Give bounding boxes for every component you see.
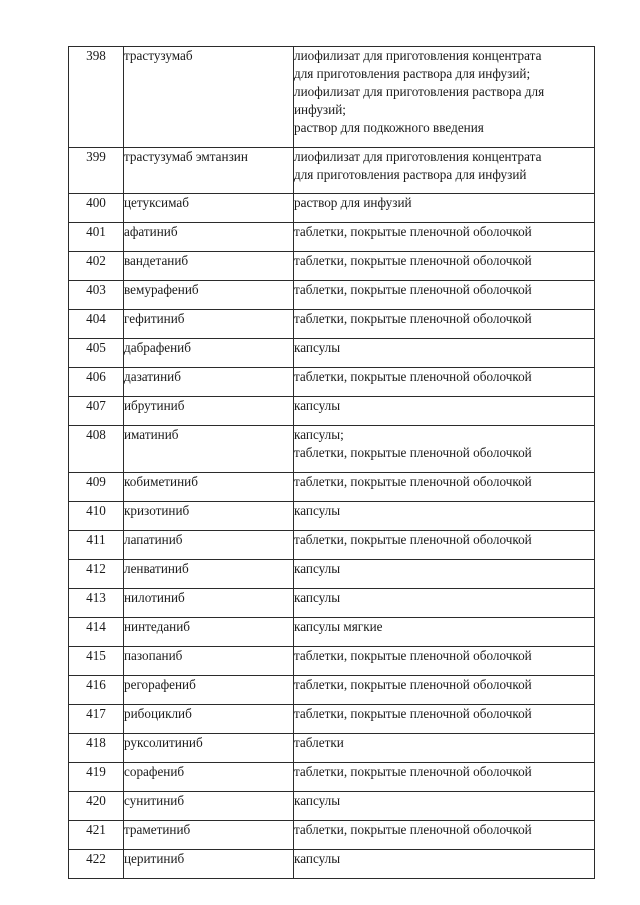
dosage-form-line: раствор для инфузий: [294, 195, 412, 210]
table-body: [69, 47, 595, 879]
dosage-form-line: лиофилизат для приготовления концентрата: [294, 48, 542, 63]
drug-name: нилотиниб: [124, 589, 294, 618]
row-number: 413: [69, 589, 124, 618]
dosage-form-line: таблетки, покрытые пленочной оболочкой: [294, 822, 532, 837]
row-number: 405: [69, 339, 124, 368]
row-number: 421: [69, 821, 124, 850]
drug-name: пазопаниб: [124, 647, 294, 676]
dosage-form-line: таблетки, покрытые пленочной оболочкой: [294, 677, 532, 692]
row-number: 417: [69, 705, 124, 734]
drug-name: кобиметиниб: [124, 473, 294, 502]
table-row: [69, 502, 595, 531]
dosage-form-cell: [294, 426, 595, 473]
drug-name: церитиниб: [124, 850, 294, 879]
dosage-form-line: раствор для подкожного введения: [294, 120, 484, 135]
row-number: 408: [69, 426, 124, 473]
table-row: [69, 763, 595, 792]
dosage-form-cell: [294, 397, 595, 426]
row-number: 411: [69, 531, 124, 560]
row-number: 419: [69, 763, 124, 792]
dosage-form-cell: [294, 734, 595, 763]
row-number: 407: [69, 397, 124, 426]
table-row: [69, 734, 595, 763]
dosage-form-line: лиофилизат для приготовления концентрата: [294, 149, 542, 164]
dosage-form-line: таблетки, покрытые пленочной оболочкой: [294, 282, 532, 297]
dosage-form-line: капсулы мягкие: [294, 619, 383, 634]
drug-name: лапатиниб: [124, 531, 294, 560]
row-number: 403: [69, 281, 124, 310]
table-row: [69, 647, 595, 676]
medication-table: [68, 46, 595, 879]
row-number: 409: [69, 473, 124, 502]
drug-name: ибрутиниб: [124, 397, 294, 426]
table-row: [69, 426, 595, 473]
dosage-form-cell: [294, 676, 595, 705]
drug-name: вемурафениб: [124, 281, 294, 310]
dosage-form-line: таблетки, покрытые пленочной оболочкой: [294, 648, 532, 663]
row-number: 420: [69, 792, 124, 821]
drug-name: трастузумаб эмтанзин: [124, 148, 294, 194]
dosage-form-line: лиофилизат для приготовления раствора для: [294, 84, 545, 99]
table-row: [69, 281, 595, 310]
dosage-form-line: капсулы: [294, 851, 341, 866]
dosage-form-cell: [294, 763, 595, 792]
dosage-form-line: капсулы: [294, 793, 341, 808]
dosage-form-cell: [294, 821, 595, 850]
dosage-form-line: капсулы: [294, 340, 341, 355]
row-number: 402: [69, 252, 124, 281]
dosage-form-line: таблетки, покрытые пленочной оболочкой: [294, 706, 532, 721]
drug-name: цетуксимаб: [124, 194, 294, 223]
drug-name: руксолитиниб: [124, 734, 294, 763]
dosage-form-cell: [294, 560, 595, 589]
dosage-form-cell: [294, 473, 595, 502]
row-number: 410: [69, 502, 124, 531]
table-row: [69, 850, 595, 879]
table-row: [69, 339, 595, 368]
table-row: [69, 47, 595, 148]
drug-name: ленватиниб: [124, 560, 294, 589]
drug-name: нинтеданиб: [124, 618, 294, 647]
dosage-form-line: для приготовления раствора для инфузий: [294, 167, 527, 182]
dosage-form-cell: [294, 47, 595, 148]
row-number: 406: [69, 368, 124, 397]
drug-name: траметиниб: [124, 821, 294, 850]
dosage-form-cell: [294, 850, 595, 879]
row-number: 400: [69, 194, 124, 223]
dosage-form-cell: [294, 148, 595, 194]
dosage-form-cell: [294, 531, 595, 560]
drug-name: сунитиниб: [124, 792, 294, 821]
dosage-form-line: капсулы: [294, 398, 341, 413]
dosage-form-line: капсулы;: [294, 427, 344, 442]
table-row: [69, 792, 595, 821]
dosage-form-cell: [294, 339, 595, 368]
row-number: 414: [69, 618, 124, 647]
dosage-form-line: таблетки, покрытые пленочной оболочкой: [294, 474, 532, 489]
drug-name: гефитиниб: [124, 310, 294, 339]
drug-name: сорафениб: [124, 763, 294, 792]
table-row: [69, 194, 595, 223]
dosage-form-line: таблетки, покрытые пленочной оболочкой: [294, 253, 532, 268]
table-row: [69, 589, 595, 618]
row-number: 399: [69, 148, 124, 194]
table-row: [69, 368, 595, 397]
dosage-form-cell: [294, 589, 595, 618]
dosage-form-line: таблетки, покрытые пленочной оболочкой: [294, 764, 532, 779]
dosage-form-cell: [294, 223, 595, 252]
row-number: 415: [69, 647, 124, 676]
row-number: 418: [69, 734, 124, 763]
dosage-form-line: таблетки, покрытые пленочной оболочкой: [294, 311, 532, 326]
dosage-form-cell: [294, 705, 595, 734]
dosage-form-cell: [294, 502, 595, 531]
dosage-form-line: капсулы: [294, 561, 341, 576]
dosage-form-line: таблетки: [294, 735, 344, 750]
drug-name: афатиниб: [124, 223, 294, 252]
drug-name: вандетаниб: [124, 252, 294, 281]
dosage-form-line: таблетки, покрытые пленочной оболочкой: [294, 532, 532, 547]
drug-name: дазатиниб: [124, 368, 294, 397]
table-row: [69, 252, 595, 281]
dosage-form-line: инфузий;: [294, 102, 346, 117]
dosage-form-line: капсулы: [294, 503, 341, 518]
table-row: [69, 821, 595, 850]
dosage-form-line: таблетки, покрытые пленочной оболочкой: [294, 445, 532, 460]
drug-name: иматиниб: [124, 426, 294, 473]
row-number: 404: [69, 310, 124, 339]
row-number: 401: [69, 223, 124, 252]
row-number: 412: [69, 560, 124, 589]
table-row: [69, 705, 595, 734]
row-number: 422: [69, 850, 124, 879]
dosage-form-cell: [294, 194, 595, 223]
dosage-form-cell: [294, 281, 595, 310]
drug-name: дабрафениб: [124, 339, 294, 368]
dosage-form-line: таблетки, покрытые пленочной оболочкой: [294, 369, 532, 384]
table-row: [69, 531, 595, 560]
dosage-form-cell: [294, 792, 595, 821]
dosage-form-line: таблетки, покрытые пленочной оболочкой: [294, 224, 532, 239]
dosage-form-cell: [294, 310, 595, 339]
table-row: [69, 148, 595, 194]
dosage-form-line: капсулы: [294, 590, 341, 605]
row-number: 398: [69, 47, 124, 148]
table-row: [69, 676, 595, 705]
table-row: [69, 310, 595, 339]
drug-name: регорафениб: [124, 676, 294, 705]
table-row: [69, 618, 595, 647]
drug-name: рибоциклиб: [124, 705, 294, 734]
dosage-form-cell: [294, 368, 595, 397]
table-row: [69, 473, 595, 502]
drug-name: трастузумаб: [124, 47, 294, 148]
table-row: [69, 223, 595, 252]
table-row: [69, 560, 595, 589]
drug-name: кризотиниб: [124, 502, 294, 531]
dosage-form-cell: [294, 252, 595, 281]
dosage-form-cell: [294, 618, 595, 647]
dosage-form-cell: [294, 647, 595, 676]
row-number: 416: [69, 676, 124, 705]
table-row: [69, 397, 595, 426]
dosage-form-line: для приготовления раствора для инфузий;: [294, 66, 531, 81]
